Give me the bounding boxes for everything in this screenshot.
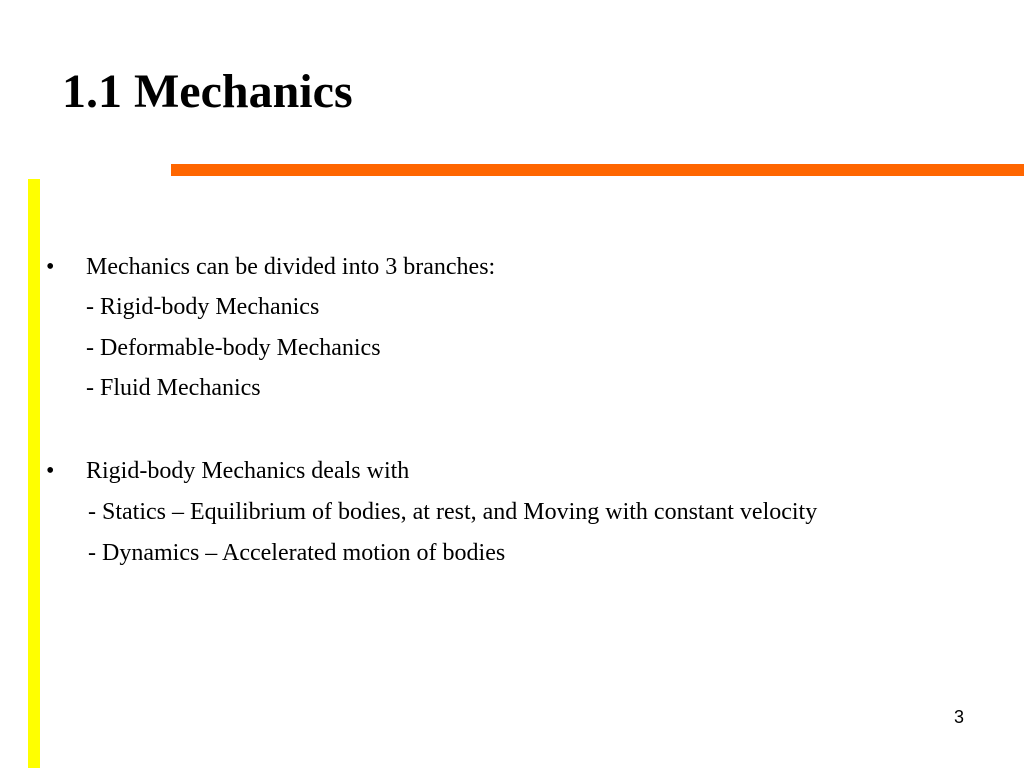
page-number: 3 xyxy=(953,707,964,727)
bullet-text: Mechanics can be divided into 3 branches: xyxy=(86,254,496,280)
sub-item: - Fluid Mechanics xyxy=(86,375,261,401)
bullet-icon: • xyxy=(46,254,55,280)
sub-item: - Statics – Equilibrium of bodies, at rest, and Moving with constant velocity xyxy=(88,499,818,525)
bullet-icon: • xyxy=(46,458,55,484)
sub-item: - Dynamics – Accelerated motion of bodies xyxy=(88,540,506,566)
bullet-text: Rigid-body Mechanics deals with xyxy=(86,458,410,484)
sub-item: - Rigid-body Mechanics xyxy=(86,294,320,320)
slide-title: 1.1 Mechanics xyxy=(62,65,353,118)
sub-item: - Deformable-body Mechanics xyxy=(86,335,381,361)
